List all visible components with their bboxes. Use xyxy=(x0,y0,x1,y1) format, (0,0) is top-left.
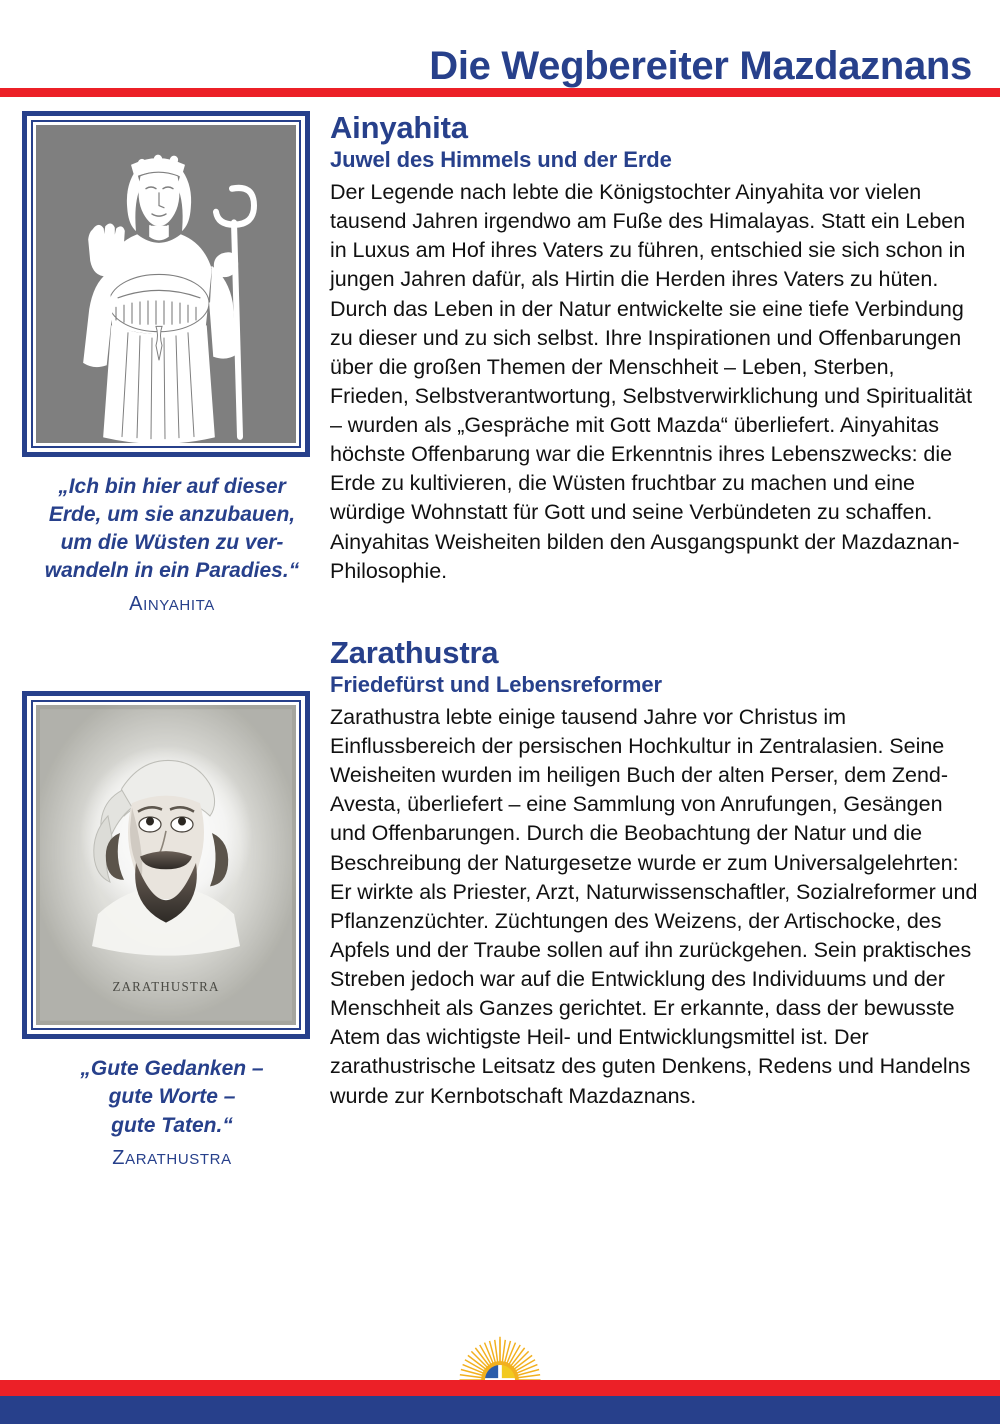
page-header xyxy=(0,0,1000,88)
ainyahita-image-frame xyxy=(22,111,310,457)
ainyahita-image-inner-border xyxy=(31,120,301,448)
header-red-rule xyxy=(0,88,1000,97)
portrait-inscription: ZARATHUSTRA xyxy=(112,978,220,995)
ainyahita-attribution xyxy=(22,591,322,618)
article-subtitle: Juwel des Himmels und der Erde xyxy=(330,146,672,172)
quote-line: Erde, um sie anzubauen, xyxy=(48,503,296,527)
zarathustra-image-inner-border xyxy=(31,700,301,1030)
attribution-rest: INYAHITA xyxy=(143,596,215,614)
quote-line: gute Worte – xyxy=(108,1085,236,1109)
article-subtitle: Friedefürst und Lebensreformer xyxy=(330,671,662,697)
attribution-initial: Z xyxy=(112,1146,126,1169)
quote-line: wandeln in ein Paradies.“ xyxy=(44,559,300,583)
quote-line: um die Wüsten zu ver- xyxy=(60,531,284,555)
page-footer xyxy=(0,1380,1000,1424)
zarathustra-attribution xyxy=(22,1145,322,1172)
article-title: Ainyahita xyxy=(330,110,468,145)
zarathustra-portrait xyxy=(36,705,296,1025)
article-title: Zarathustra xyxy=(330,634,499,670)
ainyahita-quote xyxy=(22,473,322,617)
article-body: Der Legende nach lebte die Königstochter Ainyahita vor vielen tausend Jahren irgendwo am Fuße des Himalayas. Statt ein Leben in Luxus am Hof ihres Vaters zu führen, entschied sie sich schon in jungen Jahren dafür, als Hirtin die Herden ihres Vaters zu hüten. Durch das Leben in der Natur entwickelte sie eine tiefe Verbindung zu dieser und zu sich selbst. Ihre Inspirationen und Offenbarungen über die großen Themen der Menschheit – Leben, Sterben, Frieden, Selbstverantwortung, Selbstverwirklichung und Spiritualität – wurden als „Gespräche mit Gott Mazda“ überliefert. Ainyahitas höchste Offenbarung war die Erkenntnis ihres Lebenszwecks: die Erde zu kultivieren, die Wüsten fruchtbar zu machen und eine würdige Wohnstatt für Gott und seine Verbündeten zu schaffen. Ainyahitas Weisheiten bilden den Ausgangspunkt der Mazdaznan-Philosophie. xyxy=(330,180,973,583)
quote-line: „Ich bin hier auf dieser xyxy=(58,475,286,498)
emblem-quadrant-top-left xyxy=(484,1364,500,1380)
article-zarathustra xyxy=(330,636,978,1111)
section-spacer xyxy=(330,592,978,636)
emblem-quadrant-top-right xyxy=(500,1364,516,1380)
ainyahita-illustration xyxy=(36,125,296,443)
left-column xyxy=(0,111,330,1171)
quote-line: „Gute Gedanken – xyxy=(80,1057,264,1081)
quote-line: gute Taten.“ xyxy=(111,1113,233,1137)
article-ainyahita xyxy=(330,111,978,586)
page-body xyxy=(0,97,1000,1171)
zarathustra-quote xyxy=(22,1055,322,1171)
footer-blue-band xyxy=(0,1396,1000,1424)
right-column xyxy=(330,111,1000,1117)
article-body: Zarathustra lebte einige tausend Jahre vor Christus im Einflussbereich der persischen Hochkultur in Zentralasien. Seine Weisheiten wurden im heiligen Buch der alten Perser, dem Zend-Avesta, überliefert – eine Sammlung von Anrufungen, Gesängen und Offenbarungen. Durch die Beobachtung der Natur und die Beschreibung der Naturgesetze wurde er zum Universalgelehrten: Er wirkte als Priester, Arzt, Naturwissenschaftler, Sozialreformer und Pflanzenzüchter. Züchtungen des Weizens, der Artischocke, des Apfels und der Traube sollen auf ihn zurückgehen. Sein praktisches Streben jedoch war auf die Entwicklung des Individuums und der Menschheit als Ganzes gerichtet. Er erkannte, dass der bewusste Atem das wichtigste Heil- und Entwicklungsmittel ist. Der zarathustrische Leitsatz des guten Denkens, Redens und Handelns wurde zur Kernbotschaft Mazdaznans. xyxy=(330,704,978,1108)
page-title: Die Wegbereiter Mazdaznans xyxy=(429,44,972,88)
zarathustra-image-frame xyxy=(22,691,310,1039)
attribution-rest: ARATHUSTRA xyxy=(125,1150,232,1168)
attribution-initial: A xyxy=(129,592,144,615)
footer-red-band xyxy=(0,1380,1000,1396)
